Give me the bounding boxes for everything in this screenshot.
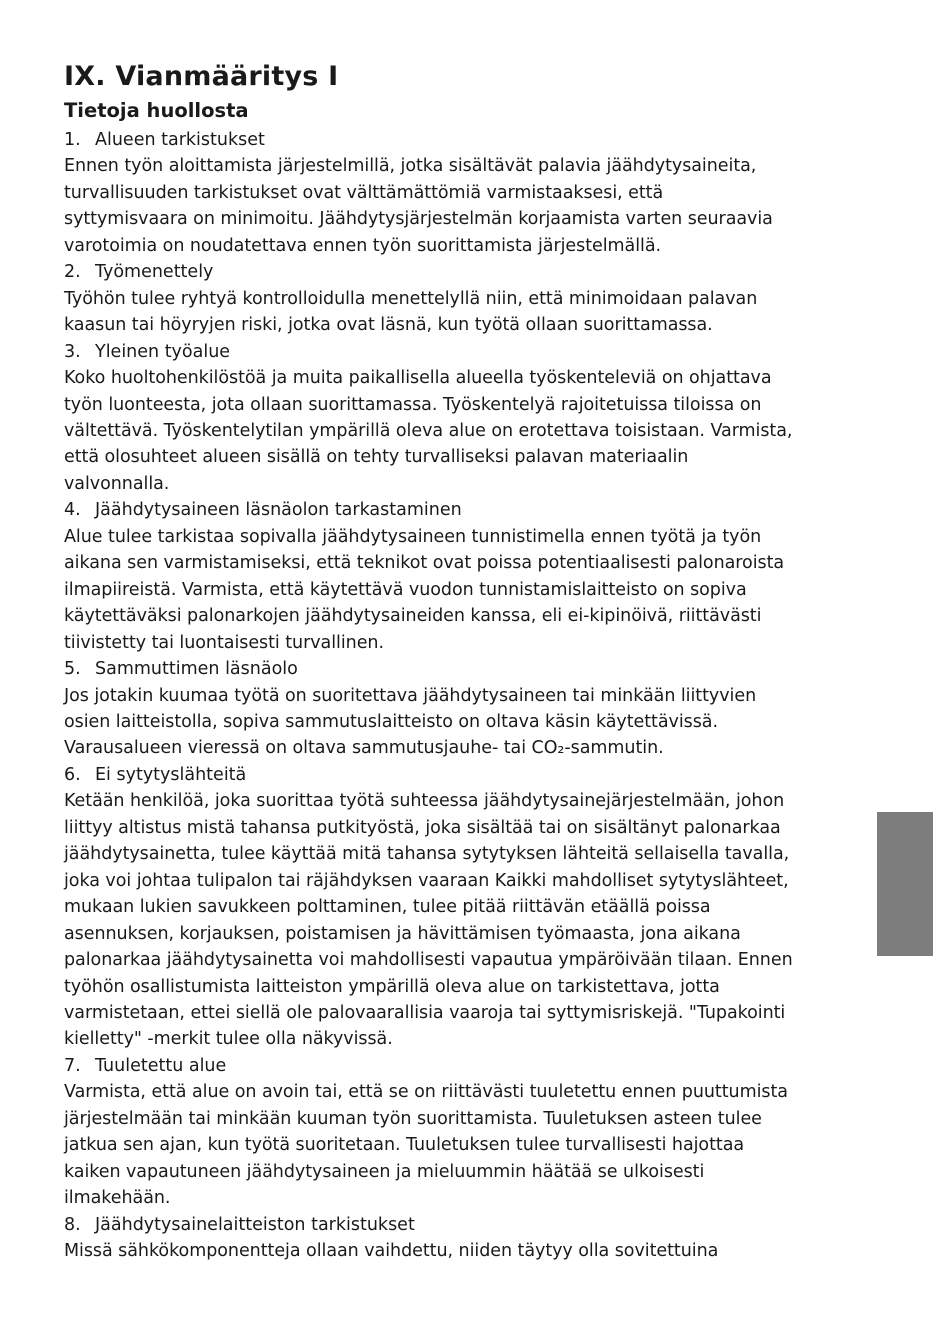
paragraph-line: käytettäväksi palonarkojen jäähdytysaineiden kanssa, eli ei-kipinöivä, riittävästi <box>64 606 762 627</box>
paragraph-line: varotoimia on noudatettava ennen työn suorittamista järjestelmällä. <box>64 235 662 256</box>
service-item <box>64 497 874 656</box>
item-paragraph <box>64 524 874 656</box>
paragraph-line: Varmista, että alue on avoin tai, että se on riittävästi tuuletettu ennen puuttumista <box>64 1082 788 1103</box>
paragraph-line: ilmapiireistä. Varmista, että käytettävä vuodon tunnistamislaitteisto on sopiva <box>64 579 747 600</box>
paragraph-line: joka voi johtaa tulipalon tai räjähdyksen vaaraan Kaikki mahdolliset sytytyslähteet, <box>64 870 789 891</box>
item-paragraph <box>64 365 874 497</box>
item-paragraph <box>64 788 874 1053</box>
service-item <box>64 127 874 259</box>
paragraph-line: Koko huoltohenkilöstöä ja muita paikallisella alueella työskenteleviä on ohjattava <box>64 368 772 389</box>
paragraph-line: mukaan lukien savukkeen polttaminen, tulee pitää riittävän etäällä poissa <box>64 897 711 918</box>
item-paragraph <box>64 1238 874 1264</box>
paragraph-line: että olosuhteet alueen sisällä on tehty turvalliseksi palavan materiaalin <box>64 447 689 468</box>
item-heading <box>64 656 874 682</box>
service-item <box>64 762 874 1053</box>
paragraph-line: valvonnalla. <box>64 473 170 494</box>
service-item <box>64 1053 874 1212</box>
service-items <box>64 127 874 1264</box>
section-title: Tietoja huollosta <box>64 99 249 122</box>
paragraph-line: Alue tulee tarkistaa sopivalla jäähdytysaineen tunnistimella ennen työtä ja työn <box>64 526 762 547</box>
paragraph-line: työn luonteesta, jota ollaan suorittamassa. Työskentelyä rajoitetuissa tiloissa on <box>64 394 762 415</box>
item-title: Jäähdytysainelaitteiston tarkistukset <box>95 1214 415 1235</box>
paragraph-line: järjestelmään tai minkään kuuman työn suorittamista. Tuuletuksen asteen tulee <box>64 1108 762 1129</box>
item-number: 3. <box>64 341 81 362</box>
paragraph-line: varmistetaan, ettei siellä ole palovaarallisia vaaroja tai syttymisriskejä. "Tupakointi <box>64 1002 786 1023</box>
item-number: 4. <box>64 500 81 521</box>
item-number: 5. <box>64 659 81 680</box>
item-title: Työmenettely <box>95 262 214 283</box>
service-item <box>64 1212 874 1265</box>
item-number: 2. <box>64 262 81 283</box>
paragraph-line: liittyy altistus mistä tahansa putkityöstä, joka sisältää tai on sisältänyt palonarkaa <box>64 817 781 838</box>
chapter-title: IX. Vianmääritys I <box>64 61 339 92</box>
paragraph-line: Jos jotakin kuumaa työtä on suoritettava jäähdytysaineen tai minkään liittyvien <box>64 685 757 706</box>
paragraph-line: kaasun tai höyryjen riski, jotka ovat läsnä, kun työtä ollaan suorittamassa. <box>64 315 713 336</box>
item-title: Ei sytytyslähteitä <box>95 764 247 785</box>
item-number: 1. <box>64 130 81 150</box>
paragraph-line: asennuksen, korjauksen, poistamisen ja hävittämisen työmaasta, jona aikana <box>64 923 741 944</box>
paragraph-line: kielletty" -merkit tulee olla näkyvissä. <box>64 1029 393 1050</box>
paragraph-line: Työhön tulee ryhtyä kontrolloidulla menettelyllä niin, että minimoidaan palavan <box>64 288 758 309</box>
paragraph-line: osien laitteistolla, sopiva sammutuslaitteisto on oltava käsin käytettävissä. <box>64 711 718 732</box>
item-number: 7. <box>64 1055 81 1076</box>
item-title: Alueen tarkistukset <box>95 130 265 150</box>
service-item <box>64 656 874 762</box>
item-heading <box>64 497 874 523</box>
paragraph-line: turvallisuuden tarkistukset ovat välttämättömiä varmistaaksesi, että <box>64 182 664 203</box>
item-title: Sammuttimen läsnäolo <box>95 659 298 680</box>
item-title: Yleinen työalue <box>95 341 231 362</box>
paragraph-line: aikana sen varmistamiseksi, että teknikot ovat poissa potentiaalisesti palonaroista <box>64 553 785 574</box>
item-paragraph <box>64 683 874 762</box>
item-heading <box>64 1053 874 1079</box>
paragraph-line: palonarkaa jäähdytysainetta voi mahdollisesti vapautua ympäröivään tilaan. Ennen <box>64 950 793 971</box>
paragraph-line: työhön osallistumista laitteiston ympärillä oleva alue on tarkistettava, jotta <box>64 976 720 997</box>
service-item <box>64 339 874 498</box>
item-heading <box>64 259 874 285</box>
item-number: 6. <box>64 764 81 785</box>
paragraph-line: jatkua sen ajan, kun työtä suoritetaan. Tuuletuksen tulee turvallisesti hajottaa <box>64 1135 745 1156</box>
item-paragraph <box>64 286 874 339</box>
paragraph-line: jäähdytysainetta, tulee käyttää mitä tahansa sytytyksen lähteitä sellaisella tavalla, <box>64 844 790 865</box>
paragraph-line: syttymisvaara on minimoitu. Jäähdytysjärjestelmän korjaamista varten seuraavia <box>64 209 773 230</box>
item-number: 8. <box>64 1214 81 1235</box>
paragraph-line: Varausalueen vieressä on oltava sammutusjauhe- tai CO₂-sammutin. <box>64 738 664 759</box>
paragraph-line: Ennen työn aloittamista järjestelmillä, jotka sisältävät palavia jäähdytysaineita, <box>64 156 757 177</box>
item-heading <box>64 762 874 788</box>
item-heading <box>64 1212 874 1238</box>
paragraph-line: ilmakehään. <box>64 1188 171 1209</box>
item-paragraph <box>64 153 874 259</box>
service-item <box>64 259 874 338</box>
paragraph-line: Missä sähkökomponentteja ollaan vaihdettu, niiden täytyy olla sovitettuina <box>64 1241 719 1262</box>
manual-page <box>64 58 874 1264</box>
paragraph-line: vältettävä. Työskentelytilan ympärillä oleva alue on erotettava toisistaan. Varmista, <box>64 420 793 441</box>
item-paragraph <box>64 1079 874 1211</box>
chapter-side-tab <box>877 812 933 956</box>
item-heading <box>64 339 874 365</box>
item-title: Tuuletettu alue <box>95 1055 227 1076</box>
paragraph-line: Ketään henkilöä, joka suorittaa työtä suhteessa jäähdytysainejärjestelmään, johon <box>64 791 785 812</box>
paragraph-line: kaiken vapautuneen jäähdytysaineen ja mieluummin häätää se ulkoisesti <box>64 1161 705 1182</box>
item-heading <box>64 127 874 153</box>
paragraph-line: tiivistetty tai luontaisesti turvallinen. <box>64 632 384 653</box>
item-title: Jäähdytysaineen läsnäolon tarkastaminen <box>95 500 462 521</box>
